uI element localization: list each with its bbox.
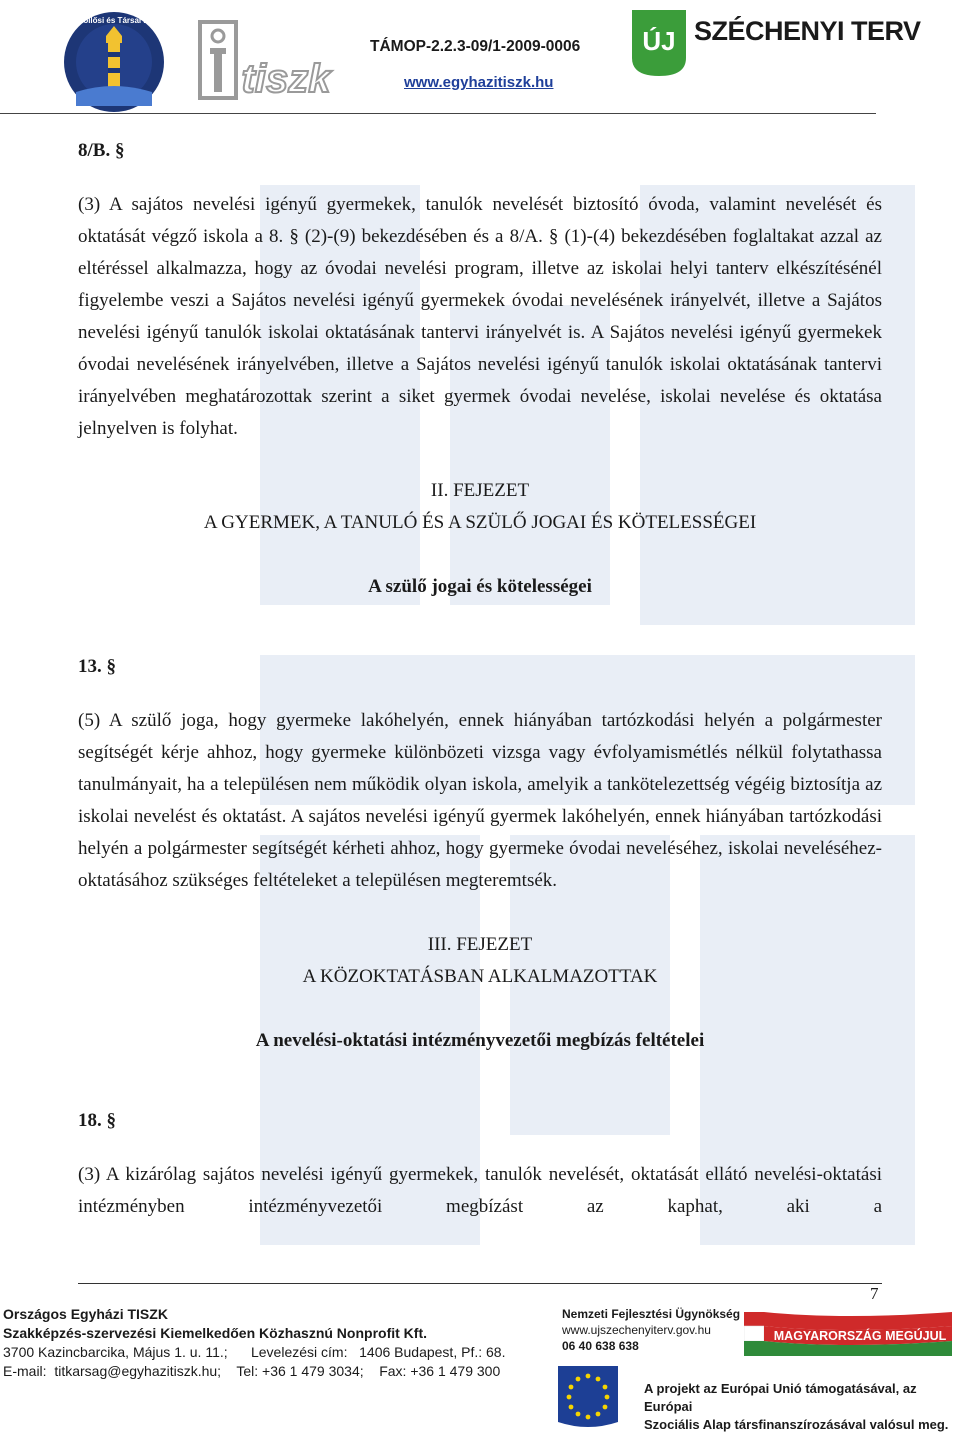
logo-caption: Szőllősi és Társai Bt. [73, 16, 155, 25]
footer-funding [556, 1300, 960, 1437]
paragraph: (3) A sajátos nevelési igényű gyermekek, tanulók nevelését biztosító óvoda, valamint nevelését és oktatását végző iskola a 8. § (2)-(9) bekezdésében és a 8/A. § (1)-(4) bekezdésében foglaltakat azzal az eltéréssel alkalmazza, hogy az óvodai nevelési program, illetve az iskolai helyi tanterv elkészítésénél figyelembe veszi a Sajátos nevelési igényű gyermekek óvodai nevelésének irányelvét, illetve a Sajátos nevelési igényű tanulók iskolai oktatásának tantervi irányelvét is. A Sajátos nevelési igényű gyermekek óvodai nevelésének irányelvében, illetve a Sajátos nevelési igényű tanulók iskolai oktatásának tantervi irányelvében meghatározottak szerint a siket gyermek óvodai nevelése, iskolai nevelése és oktatása jelnyelven is folyhat. [78, 194, 882, 439]
section-heading: 8/B. § [78, 140, 125, 161]
org-address: 3700 Kazincbarcika, Május 1. u. 11.; Levelezési cím: 1406 Budapest, Pf.: 68. [3, 1344, 506, 1360]
chapter-title: A GYERMEK, A TANULÓ ÉS A SZÜLŐ JOGAI ÉS KÖTELESSÉGEI [203, 512, 757, 533]
org-contact: E-mail: titkarsag@egyhazitiszk.hu; Tel: +36 1 479 3034; Fax: +36 1 479 300 [3, 1363, 501, 1379]
agency-name: Nemzeti Fejlesztési Ügynökség [562, 1307, 741, 1321]
chapter-number: II. FEJEZET [430, 480, 530, 501]
section-heading: 13. § [78, 656, 116, 677]
subsection-title: A nevelési-oktatási intézményvezetői megbízás feltételei [255, 1030, 705, 1051]
page-number: 7 [870, 1284, 879, 1303]
org-name: Országos Egyházi TISZK [3, 1306, 168, 1322]
paragraph: (3) A kizárólag sajátos nevelési igényű gyermekek, tanulók nevelését, oktatását ellátó nevelési-oktatási intézményben intézményvezetői megbízást az kaphat, aki a [78, 1164, 882, 1217]
flag-slogan: MAGYARORSZÁG MEGÚJUL [773, 1329, 947, 1343]
chapter-number: III. FEJEZET [427, 934, 533, 955]
eu-funding-note [644, 1380, 960, 1434]
subsection-title: A szülő jogai és kötelességei [368, 576, 592, 597]
szechenyi-leaf-icon [628, 6, 690, 78]
page-header [0, 0, 960, 118]
tiszk-logo [196, 18, 338, 104]
lighthouse-logo [62, 10, 166, 114]
org-full-name: Szakképzés-szervezési Kiemelkedően Közhasznú Nonprofit Kft. [3, 1325, 427, 1341]
agency-web: www.ujszechenyiterv.gov.hu [562, 1323, 711, 1337]
eu-note-line: Szociális Alap társfinanszírozásával valósul meg. [644, 1417, 949, 1432]
paragraph: (5) A szülő joga, hogy gyermeke lakóhelyén, ennek hiányában tartózkodási helyén a polgármester segítségét kérje ahhoz, hogy gyermeke különbözeti vizsga vagy évfolyamismétlés nélkül folytathassa tanulmányait, ha a településen nem működik olyan iskola, amelyik a tankötelezettség végéig biztosítja az iskolai nevelést és oktatást. A sajátos nevelési igényű gyermek lakóhelyén, ennek hiányában tartózkodási helyén a polgármester segítségét kérheti ahhoz, hogy gyermeke óvodai neveléséhez, iskolai neveléséhez-oktatásához szükséges feltételeket a településen megteremtsék. [78, 710, 882, 891]
eu-note-line: A projekt az Európai Unió támogatásával, az Európai [644, 1381, 917, 1414]
hungary-flag-banner [744, 1312, 952, 1356]
document-body [78, 135, 882, 1223]
szechenyi-terv-title: SZÉCHENYI TERV [694, 16, 921, 46]
tiszk-logo-text: tiszk [241, 57, 331, 101]
footer-org-info [3, 1305, 505, 1381]
footer-divider [78, 1283, 882, 1284]
website-link[interactable]: www.egyhazitiszk.hu [404, 74, 554, 91]
agency-info [562, 1306, 740, 1354]
agency-phone: 06 40 638 638 [562, 1339, 639, 1353]
eu-flag-icon [558, 1366, 618, 1432]
project-code: TÁMOP-2.2.3-09/1-2009-0006 [370, 38, 581, 55]
section-heading: 18. § [78, 1110, 116, 1131]
uj-badge: ÚJ [642, 26, 676, 56]
chapter-title: A KÖZOKTATÁSBAN ALKALMAZOTTAK [302, 966, 658, 987]
header-divider [0, 113, 876, 114]
